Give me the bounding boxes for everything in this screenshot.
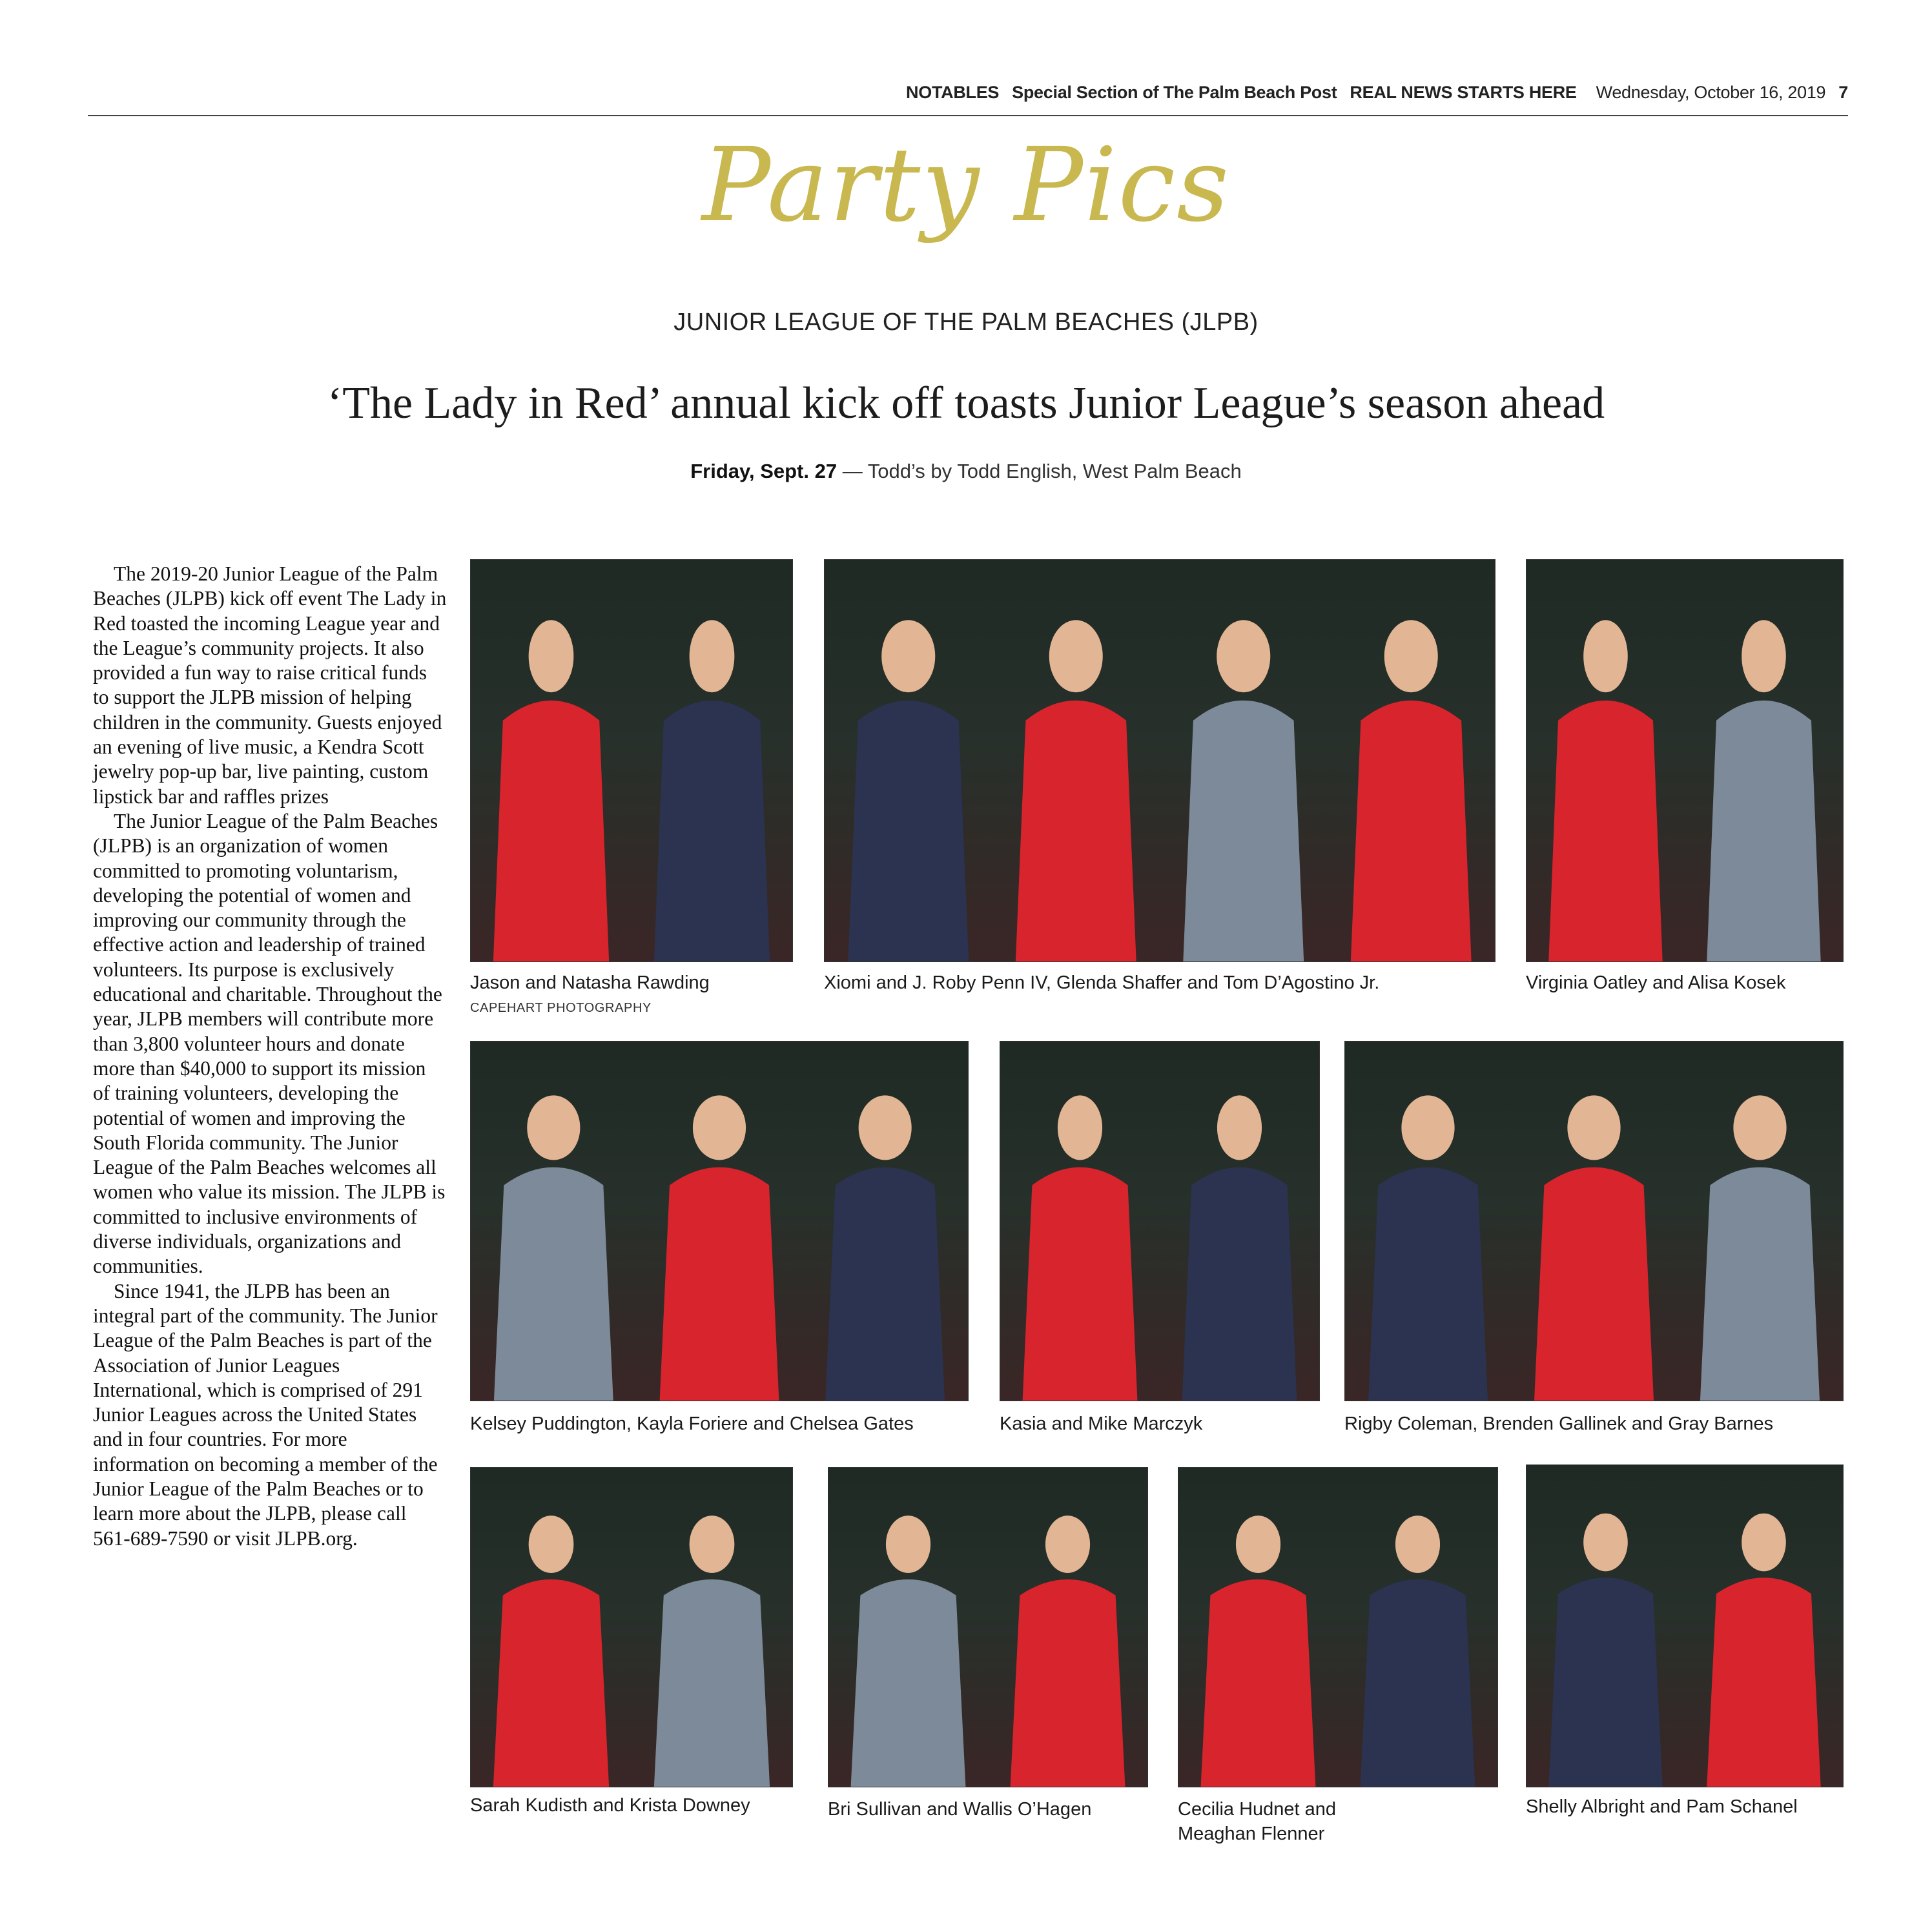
article-body (93, 562, 447, 1551)
figure-body (1548, 1577, 1662, 1787)
photo-caption: Shelly Albright and Pam Schanel (1526, 1796, 1798, 1817)
figure-body (1182, 1167, 1297, 1401)
photo-credit: CAPEHART PHOTOGRAPHY (470, 1001, 652, 1015)
figure-head (529, 620, 574, 692)
figure-body (1368, 1167, 1488, 1401)
photo-figures (471, 560, 792, 961)
figure-body (1534, 1167, 1654, 1401)
party-photo (470, 1467, 793, 1787)
section-name: NOTABLES (906, 83, 1000, 102)
party-photo (828, 1467, 1148, 1787)
figure-body (851, 1579, 966, 1787)
figure-head (1742, 620, 1786, 692)
figure-head (1742, 1514, 1786, 1572)
figure-head (527, 1095, 580, 1160)
header-rule (88, 115, 1848, 116)
figure-head (529, 1516, 574, 1573)
figure-head (1384, 620, 1438, 692)
party-photo (824, 559, 1495, 962)
figure-body (1351, 701, 1472, 961)
organization-label: JUNIOR LEAGUE OF THE PALM BEACHES (JLPB) (673, 309, 1259, 336)
photo-figures (1526, 1465, 1843, 1787)
figure-head (1583, 1514, 1628, 1572)
figure-head (1236, 1516, 1280, 1573)
figure-body (1707, 1577, 1820, 1787)
photo-caption: Kasia and Mike Marczyk (1000, 1413, 1203, 1434)
publication-name: Special Section of The Palm Beach Post (1012, 83, 1337, 102)
photo-caption: Bri Sullivan and Wallis O’Hagen (828, 1799, 1092, 1820)
figure-head (1217, 620, 1270, 692)
figure-body (1016, 701, 1136, 961)
headline: ‘The Lady in Red’ annual kick off toasts Junior League’s season ahead (327, 378, 1605, 428)
photo-figures (828, 1468, 1147, 1787)
photo-caption: Cecilia Hudnet and (1178, 1799, 1337, 1820)
photo-caption: Virginia Oatley and Alisa Kosek (1526, 972, 1786, 993)
page-title: Party Pics (701, 126, 1231, 245)
photo-figures (825, 560, 1495, 961)
figure-body (1201, 1579, 1316, 1787)
figure-head (690, 620, 735, 692)
party-photo (1344, 1041, 1844, 1401)
figure-head (1217, 1095, 1262, 1160)
photo-figures (1345, 1042, 1843, 1401)
figure-head (1395, 1516, 1440, 1573)
figure-head (1049, 620, 1103, 692)
photo-figures (1178, 1468, 1497, 1787)
page-number: 7 (1838, 83, 1848, 102)
party-photo (470, 559, 793, 962)
figure-head (1567, 1095, 1620, 1160)
figure-head (859, 1095, 912, 1160)
dateline (0, 460, 1932, 483)
figure-head (1401, 1095, 1454, 1160)
figure-head (1733, 1095, 1786, 1160)
photo-figures (471, 1468, 792, 1787)
figure-head (881, 620, 935, 692)
photo-figures (1526, 560, 1843, 961)
figure-body (1548, 701, 1662, 961)
photo-caption: Sarah Kudisth and Krista Downey (470, 1795, 750, 1816)
tagline: REAL NEWS STARTS HERE (1350, 83, 1577, 102)
figure-body (1183, 701, 1304, 961)
figure-body (493, 701, 609, 961)
photo-caption: Xiomi and J. Roby Penn IV, Glenda Shaffer and Tom D’Agostino Jr. (824, 972, 1380, 993)
figure-body (493, 1579, 609, 1787)
party-photo (470, 1041, 969, 1401)
photo-figures (1000, 1042, 1319, 1401)
photo-figures (471, 1042, 968, 1401)
event-location: — Todd’s by Todd English, West Palm Beach (837, 460, 1242, 482)
party-photo (1000, 1041, 1320, 1401)
photo-caption-line2: Meaghan Flenner (1178, 1824, 1325, 1844)
figure-body (1361, 1579, 1475, 1787)
issue-date: Wednesday, October 16, 2019 (1596, 83, 1826, 102)
figure-body (1011, 1579, 1125, 1787)
figure-head (886, 1516, 930, 1573)
photo-caption: Rigby Coleman, Brenden Gallinek and Gray Barnes (1344, 1413, 1774, 1434)
figure-head (1058, 1095, 1102, 1160)
figure-body (494, 1167, 613, 1401)
figure-body (848, 701, 969, 961)
photo-caption: Jason and Natasha Rawding (470, 972, 710, 993)
figure-body (654, 701, 770, 961)
party-photo (1178, 1467, 1498, 1787)
party-photo (1526, 1464, 1844, 1787)
article-paragraph: The Junior League of the Palm Beaches (JLPB) is an organization of women committed to promoting voluntarism, developing the potential of women and improving our community through the effective action and leadership of trained volunteers. Its purpose is exclusively educational and charitable. Throughout the year, JLPB members will contribute more than 3,800 volunteer hours and donate more than $40,000 to support its mission of training volunteers, developing the potential of women and improving the South Florida community. The Junior League of the Palm Beaches welcomes all women who value its mission. The JLPB is committed to inclusive environments of diverse individuals, organizations and communities. (93, 809, 446, 1278)
figure-body (660, 1167, 779, 1401)
party-photo (1526, 559, 1844, 962)
figure-body (825, 1167, 945, 1401)
running-header (906, 83, 1848, 108)
figure-head (693, 1095, 746, 1160)
figure-body (1023, 1167, 1138, 1401)
figure-head (1045, 1516, 1090, 1573)
photo-caption: Kelsey Puddington, Kayla Foriere and Chelsea Gates (470, 1413, 914, 1434)
article-paragraph: Since 1941, the JLPB has been an integral part of the community. The Junior League of the Palm Beaches is part of the Association of Junior Leagues International, which is comprised of 291 Junior Leagues across the United States and in four countries. For more information on becoming a member of the Junior League of the Palm Beaches or to learn more about the JLPB, please call 561-689-7590 or visit JLPB.org. (93, 1279, 438, 1550)
article-paragraph: The 2019-20 Junior League of the Palm Beaches (JLPB) kick off event The Lady in Red toasted the incoming League year and the League’s community projects. It also provided a fun way to raise critical funds to support the JLPB mission of helping children in the community. Guests enjoyed an evening of live music, a Kendra Scott jewelry pop-up bar, live painting, custom lipstick bar and raffles prizes (93, 562, 447, 808)
figure-body (1700, 1167, 1820, 1401)
figure-body (654, 1579, 770, 1787)
event-date: Friday, Sept. 27 (690, 460, 838, 482)
figure-body (1707, 701, 1820, 961)
figure-head (1583, 620, 1628, 692)
figure-head (690, 1516, 735, 1573)
